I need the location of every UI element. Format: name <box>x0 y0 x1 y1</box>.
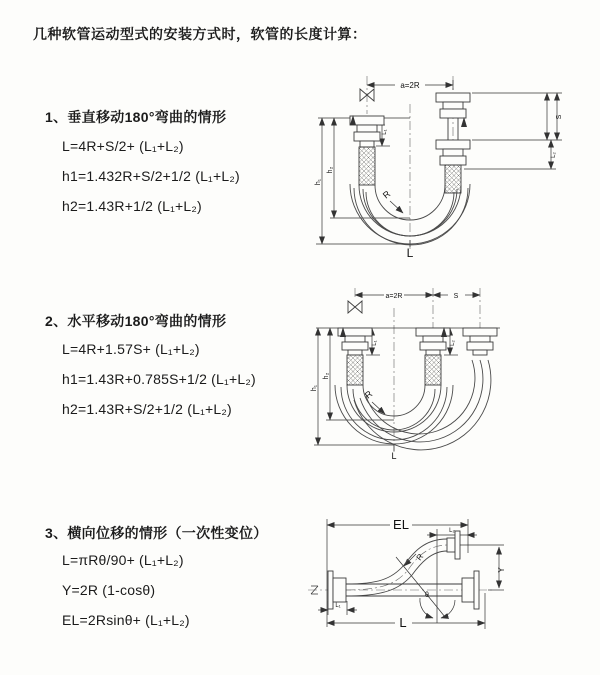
dim-label-h2: h₂ <box>327 166 334 174</box>
diagram-vertical-bend <box>310 72 600 264</box>
hose-curve <box>346 539 447 596</box>
section-3-formula-el: EL=2Rsinθ+ (L₁+L₂) <box>62 612 190 628</box>
page-title: 几种软管运动型式的安装方式时，软管的长度计算： <box>33 26 367 42</box>
section-2-formula-l: L=4R+1.57S+ (L₁+L₂) <box>62 341 200 357</box>
section-3-formula-y: Y=2R (1-cosθ) <box>62 582 156 598</box>
length-label: L <box>399 615 407 630</box>
dimension-lines <box>316 80 562 247</box>
radius-label: R <box>362 388 375 401</box>
radius-label: R <box>414 552 426 563</box>
right-fitting <box>463 328 497 355</box>
diagram-lateral-displacement <box>300 495 600 660</box>
length-label: L <box>406 246 414 260</box>
section-1-heading: 1、垂直移动180°弯曲的情形 <box>45 109 227 125</box>
dim-label-a2r: a=2R <box>385 293 403 300</box>
flow-arrow-right <box>461 117 467 127</box>
valve-icon <box>348 301 362 313</box>
right-flange-initial <box>462 571 479 609</box>
dim-label-h2: h₂ <box>323 372 330 380</box>
section-3-formula-l: L=πRθ/90+ (L₁+L₂) <box>62 552 184 568</box>
dim-label-y: Y <box>497 567 506 573</box>
dim-label-l1: L₁ <box>382 129 388 135</box>
dim-label-el: EL <box>393 517 409 532</box>
section-3-heading: 3、横向位移的情形（一次性变位） <box>45 525 268 541</box>
diagram-horizontal-bend <box>308 286 600 461</box>
section-1-formula-l: L=4R+S/2+ (L₁+L₂) <box>62 138 184 154</box>
dim-label-s: S <box>453 293 459 300</box>
dim-label-l2: L₂ <box>551 152 557 158</box>
right-fitting-lower <box>436 140 470 193</box>
left-fitting <box>350 116 384 185</box>
radius-label: R <box>380 188 393 201</box>
dim-label-l2: L₂ <box>449 528 455 534</box>
dim-label-h1: h₁ <box>315 178 322 186</box>
length-label: L <box>391 451 397 461</box>
dim-label-h1: h₁ <box>311 384 318 392</box>
dim-label-l1: L₁ <box>335 603 341 609</box>
section-1-formula-h2: h2=1.43R+1/2 (L₁+L₂) <box>62 198 202 214</box>
section-2-formula-h1: h1=1.43R+0.785S+1/2 (L₁+L₂) <box>62 371 256 387</box>
section-1-formula-h1: h1=1.432R+S/2+1/2 (L₁+L₂) <box>62 168 240 184</box>
dim-label-l2: L₂ <box>450 340 456 346</box>
dim-label-s: S <box>556 114 563 120</box>
section-2-heading: 2、水平移动180°弯曲的情形 <box>45 313 227 329</box>
section-2-formula-h2: h2=1.43R+S/2+1/2 (L₁+L₂) <box>62 401 232 417</box>
dim-label-a2r: a=2R <box>400 81 420 90</box>
dim-label-l1: L₁ <box>372 340 378 346</box>
angle-label: θ <box>425 592 429 599</box>
